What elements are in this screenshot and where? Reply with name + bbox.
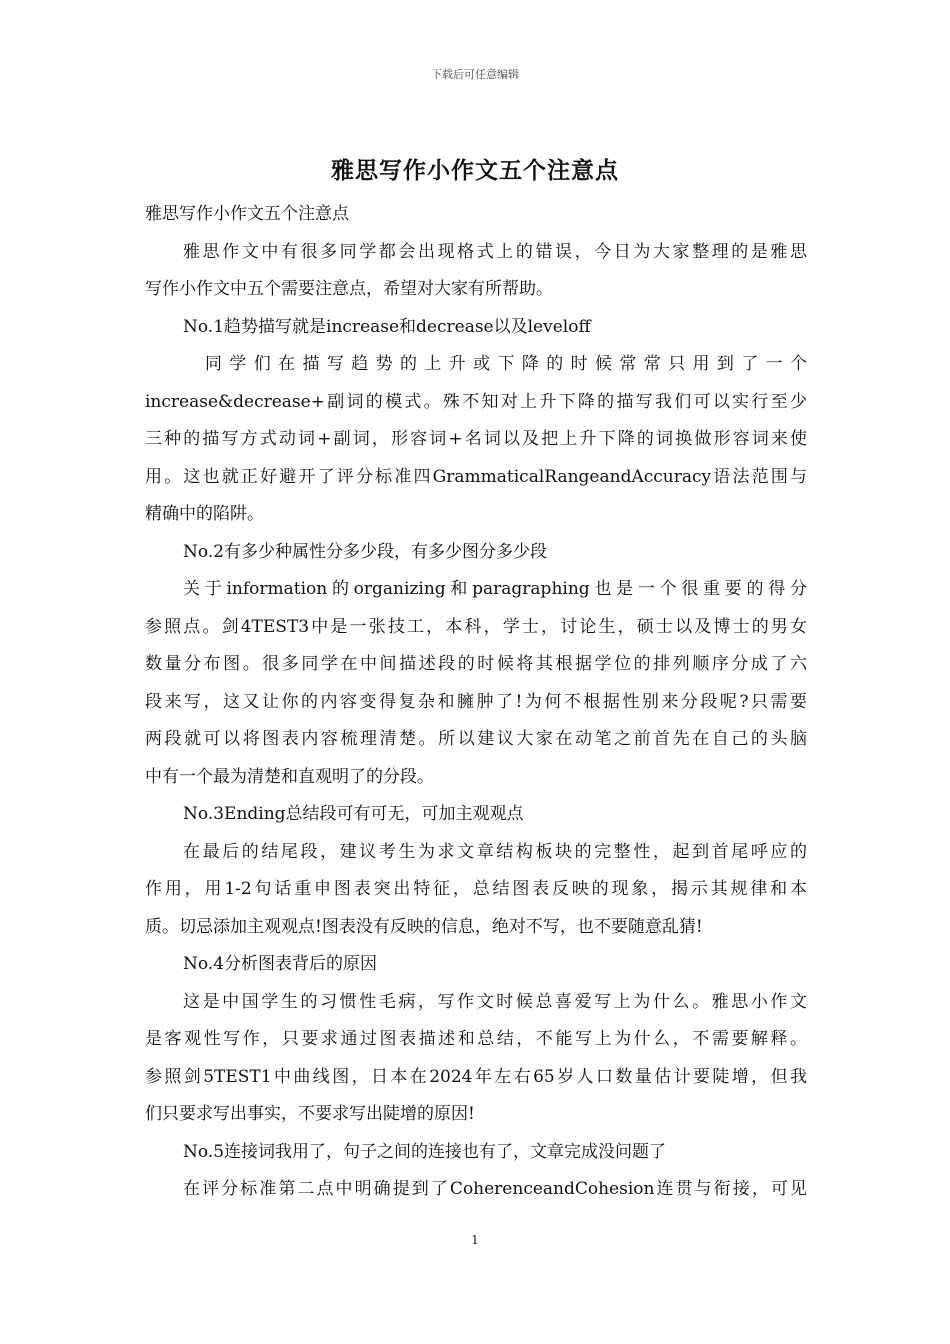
point-4-paragraph-line: 参照剑5TEST1中曲线图，日本在2024年左右65岁人口数量估计要陡增，但我 bbox=[145, 1066, 807, 1087]
point-4-paragraph-line: 这是中国学生的习惯性毛病，写作文时候总喜爱写上为什么。雅思小作文 bbox=[183, 991, 807, 1012]
point-3-paragraph-line: 在最后的结尾段，建议考生为求文章结构板块的完整性，起到首尾呼应的 bbox=[183, 841, 807, 862]
point-2-paragraph-line: 参照点。剑4TEST3中是一张技工，本科，学士，讨论生，硕士以及博士的男女 bbox=[145, 616, 807, 637]
point-1-paragraph-line: 同学们在描写趋势的上升或下降的时候常常只用到了一个 bbox=[205, 354, 807, 374]
point-5-paragraph-line: 在评分标准第二点中明确提到了CoherenceandCohesion连贯与衔接，可见 bbox=[183, 1179, 807, 1199]
header-note: 下载后可任意编辑 bbox=[431, 68, 519, 81]
subtitle-line: 雅思写作小作文五个注意点 bbox=[145, 204, 349, 224]
point-2-paragraph-line: 关于information的organizing和paragraphing也是一个很重要的得分 bbox=[183, 579, 807, 599]
intro-paragraph-line: 雅思作文中有很多同学都会出现格式上的错误，今日为大家整理的是雅思 bbox=[183, 241, 807, 262]
point-3-paragraph-line: 质。切忌添加主观观点!图表没有反映的信息，绝对不写，也不要随意乱猜! bbox=[145, 916, 703, 937]
point-heading-1: No.1趋势描写就是increase和decrease以及leveloff bbox=[183, 316, 591, 337]
point-4-paragraph-line: 是客观性写作，只要求通过图表描述和总结，不能写上为什么，不需要解释。 bbox=[145, 1029, 807, 1049]
point-1-paragraph-line: increase&decrease+副词的模式。殊不知对上升下降的描写我们可以实行至少 bbox=[145, 391, 807, 412]
point-2-paragraph-line: 段来写，这又让你的内容变得复杂和臃肿了!为何不根据性别来分段呢?只需要 bbox=[145, 691, 807, 712]
point-3-paragraph-line: 作用，用1-2句话重申图表突出特征，总结图表反映的现象，揭示其规律和本 bbox=[145, 879, 807, 899]
point-2-paragraph-line: 数量分布图。很多同学在中间描述段的时候将其根据学位的排列顺序分成了六 bbox=[145, 654, 807, 674]
point-heading-2: No.2有多少种属性分多少段，有多少图分多少段 bbox=[183, 541, 548, 562]
point-2-paragraph-line: 中有一个最为清楚和直观明了的分段。 bbox=[145, 766, 434, 787]
point-heading-5: No.5连接词我用了，句子之间的连接也有了，文章完成没问题了 bbox=[183, 1141, 667, 1162]
document-body bbox=[145, 196, 807, 1209]
point-1-paragraph-line: 精确中的陷阱。 bbox=[145, 504, 264, 524]
page-number: 1 bbox=[471, 1233, 479, 1247]
point-heading-3: No.3Ending总结段可有可无，可加主观观点 bbox=[183, 804, 524, 824]
point-1-paragraph-line: 三种的描写方式动词+副词，形容词+名词以及把上升下降的词换做形容词来使 bbox=[145, 429, 807, 449]
point-4-paragraph-line: 们只要求写出事实，不要求写出陡增的原因! bbox=[145, 1104, 475, 1124]
intro-paragraph-line: 写作小作文中五个需要注意点，希望对大家有所帮助。 bbox=[145, 279, 553, 299]
point-2-paragraph-line: 两段就可以将图表内容梳理清楚。所以建议大家在动笔之前首先在自己的头脑 bbox=[145, 729, 807, 749]
point-heading-4: No.4分析图表背后的原因 bbox=[183, 954, 378, 974]
point-1-paragraph-line: 用。这也就正好避开了评分标准四GrammaticalRangeandAccuracy语法范围与 bbox=[145, 466, 807, 487]
page-title: 雅思写作小作文五个注意点 bbox=[331, 158, 619, 184]
